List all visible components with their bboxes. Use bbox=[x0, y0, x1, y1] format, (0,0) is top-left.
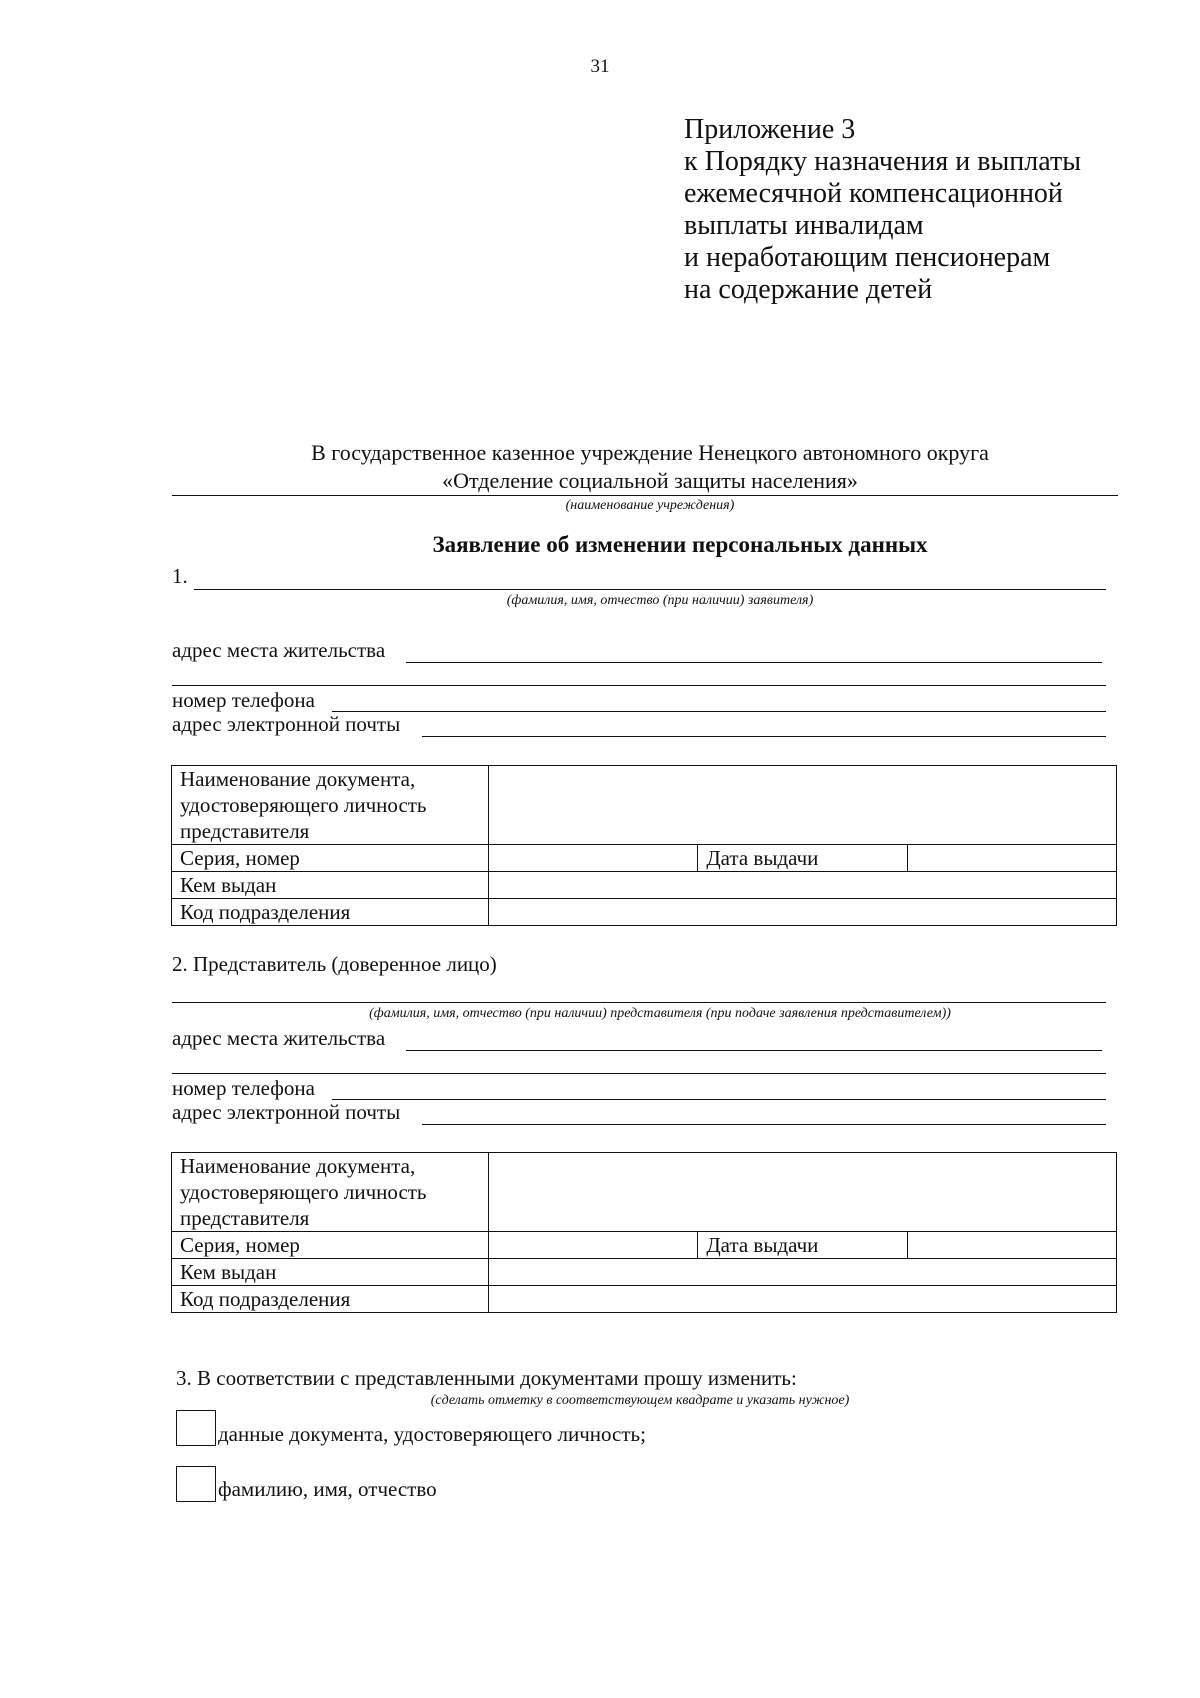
applicant-email-label: адрес электронной почты bbox=[172, 712, 401, 736]
applicant-name-hint: (фамилия, имя, отчество (при наличии) заявителя) bbox=[506, 593, 814, 608]
representative-email-field[interactable] bbox=[422, 1124, 1106, 1125]
applicant-address-field[interactable] bbox=[406, 662, 1102, 663]
option-checkbox[interactable] bbox=[176, 1410, 216, 1446]
appendix-line: выплаты инвалидам bbox=[684, 210, 924, 241]
representative-address-field-2[interactable] bbox=[172, 1073, 1106, 1074]
form-title: Заявление об изменении персональных данных bbox=[432, 532, 928, 557]
series-label: Серия, номер bbox=[172, 1232, 489, 1259]
applicant-email-field[interactable] bbox=[422, 736, 1106, 737]
applicant-document-table bbox=[171, 765, 1117, 926]
representative-address-label: адрес места жительства bbox=[172, 1026, 386, 1050]
change-request-hint: (сделать отметку в соответствующем квадрате и указать нужное) bbox=[430, 1393, 850, 1408]
applicant-address-field-2[interactable] bbox=[172, 685, 1106, 686]
representative-address-field[interactable] bbox=[406, 1050, 1102, 1051]
issued-by-cell[interactable] bbox=[489, 872, 1117, 899]
representative-title: 2. Представитель (доверенное лицо) bbox=[172, 952, 497, 976]
series-cell[interactable] bbox=[489, 1232, 698, 1259]
applicant-phone-label: номер телефона bbox=[172, 688, 315, 712]
appendix-line: к Порядку назначения и выплаты bbox=[684, 146, 1082, 177]
institution-line-2: «Отделение социальной защиты населения» bbox=[442, 468, 858, 493]
doc-name-cell[interactable] bbox=[489, 1153, 1117, 1232]
issue-date-cell[interactable] bbox=[907, 845, 1116, 872]
dept-code-cell[interactable] bbox=[489, 1286, 1117, 1313]
issue-date-label: Дата выдачи bbox=[698, 845, 907, 872]
issue-date-cell[interactable] bbox=[907, 1232, 1116, 1259]
institution-line-1: В государственное казенное учреждение Ненецкого автономного округа bbox=[311, 440, 989, 465]
appendix-line: ежемесячной компенсационной bbox=[684, 178, 1063, 209]
representative-name-hint: (фамилия, имя, отчество (при наличии) представителя (при подаче заявления представителем)) bbox=[369, 1006, 951, 1021]
option-document-data-label: данные документа, удостоверяющего личность; bbox=[218, 1422, 646, 1446]
representative-phone-label: номер телефона bbox=[172, 1076, 315, 1100]
dept-code-cell[interactable] bbox=[489, 899, 1117, 926]
option-checkbox[interactable] bbox=[176, 1466, 216, 1502]
institution-hint: (наименование учреждения) bbox=[565, 498, 735, 513]
representative-name-field[interactable] bbox=[172, 1002, 1106, 1003]
issued-by-label: Кем выдан bbox=[172, 1259, 489, 1286]
applicant-address-label: адрес места жительства bbox=[172, 638, 386, 662]
representative-email-label: адрес электронной почты bbox=[172, 1100, 401, 1124]
appendix-line: Приложение 3 bbox=[684, 114, 856, 145]
appendix-header bbox=[684, 114, 1081, 306]
dept-code-label: Код подразделения bbox=[172, 1286, 489, 1313]
issue-date-label: Дата выдачи bbox=[698, 1232, 907, 1259]
option-full-name-label: фамилию, имя, отчество bbox=[218, 1477, 437, 1501]
institution-underline bbox=[172, 495, 1118, 496]
appendix-line: и неработающим пенсионерам bbox=[684, 242, 1051, 273]
representative-document-table bbox=[171, 1152, 1117, 1313]
issued-by-label: Кем выдан bbox=[172, 872, 489, 899]
applicant-number: 1. bbox=[172, 564, 188, 588]
doc-name-label: Наименование документа, удостоверяющего личность представителя bbox=[172, 1153, 489, 1232]
change-request-title: 3. В соответствии с представленными документами прошу изменить: bbox=[176, 1366, 797, 1390]
page-number: 31 bbox=[590, 56, 610, 77]
series-cell[interactable] bbox=[489, 845, 698, 872]
appendix-line: на содержание детей bbox=[684, 274, 933, 305]
representative-phone-field[interactable] bbox=[332, 1099, 1106, 1100]
doc-name-label: Наименование документа, удостоверяющего личность представителя bbox=[172, 766, 489, 845]
dept-code-label: Код подразделения bbox=[172, 899, 489, 926]
applicant-name-field[interactable] bbox=[194, 589, 1106, 590]
applicant-phone-field[interactable] bbox=[332, 711, 1106, 712]
doc-name-cell[interactable] bbox=[489, 766, 1117, 845]
issued-by-cell[interactable] bbox=[489, 1259, 1117, 1286]
series-label: Серия, номер bbox=[172, 845, 489, 872]
